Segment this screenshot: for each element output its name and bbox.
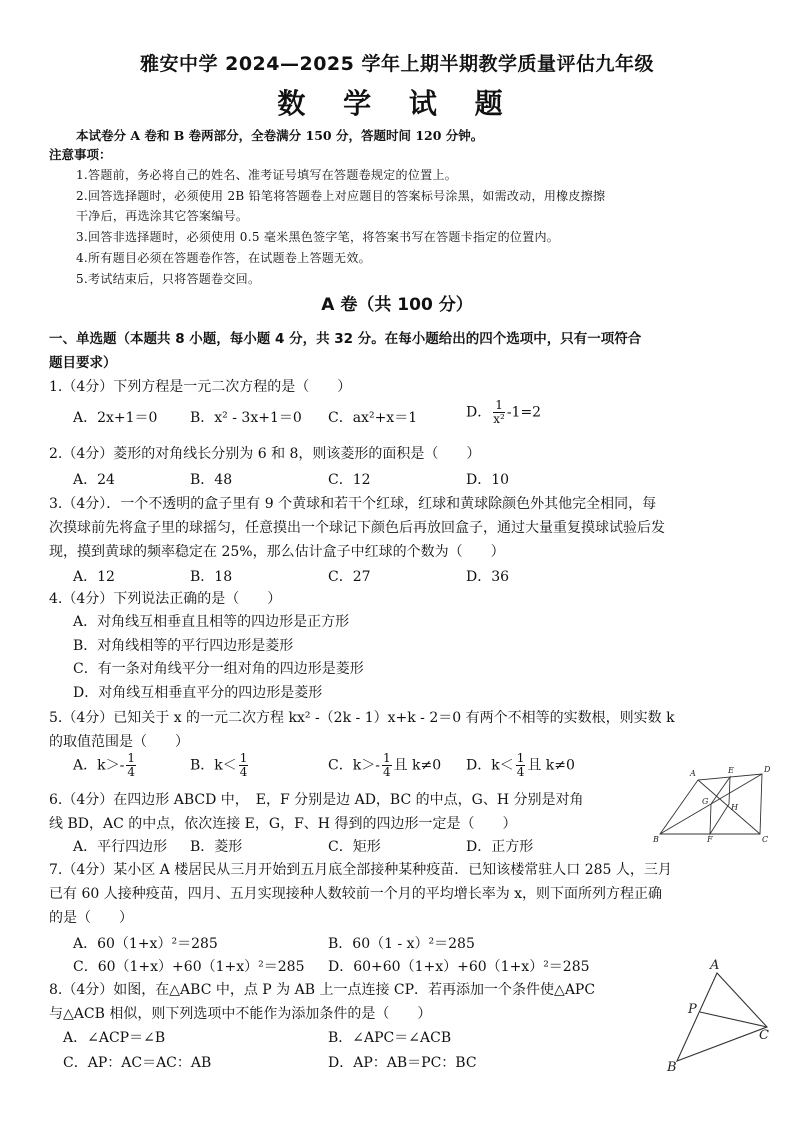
q7-option-a: A．60（1+x）²＝285 — [73, 936, 218, 952]
q1-option-c: C．ax²+x＝1 — [328, 410, 418, 426]
q4-stem: 4.（4分）下列说法正确的是（ ） — [49, 591, 282, 607]
q5-option-a — [73, 752, 138, 779]
fraction-numerator: 1 — [516, 751, 525, 765]
fraction-denominator: 4 — [516, 765, 525, 779]
q8-line1: 8.（4分）如图，在△ABC 中，点 P 为 AB 上一点连接 CP．若再添加一个条件使△APC — [49, 982, 596, 998]
fraction-denominator: 4 — [239, 765, 248, 779]
fig6-label-b: B — [653, 835, 659, 844]
q1-option-b: B．x² - 3x+1＝0 — [190, 410, 302, 426]
q2-option-d: D．10 — [466, 472, 510, 488]
q6-option-a: A．平行四边形 — [73, 839, 168, 855]
q8-option-b: B．∠APC＝∠ACB — [328, 1030, 452, 1046]
q4-option-a: A．对角线互相垂直且相等的四边形是正方形 — [73, 614, 350, 630]
exam-intro: 本试卷分 A 卷和 B 卷两部分，全卷满分 150 分，答题时间 120 分钟。 — [76, 128, 484, 143]
q5-option-b-fraction — [239, 752, 249, 779]
fraction-denominator: 4 — [127, 765, 135, 779]
q4-options — [73, 611, 364, 705]
note-2-cont: 干净后，再选涂其它答案编号。 — [76, 209, 249, 223]
q1-option-d — [466, 399, 541, 426]
fig8-label-b: B — [667, 1060, 677, 1075]
fig8-label-c: C — [759, 1028, 769, 1043]
q2-option-c: C．12 — [328, 472, 371, 488]
q5-option-c — [328, 752, 441, 779]
q4-option-c: C．有一条对角线平分一组对角的四边形是菱形 — [73, 661, 364, 677]
fig8-label-a: A — [710, 958, 720, 973]
q8-triangle-figure — [655, 955, 785, 1075]
q3-stem — [49, 492, 754, 564]
q5-option-d-fraction — [516, 752, 526, 779]
q3-line3: 现，摸到黄球的频率稳定在 25%，那么估计盒子中红球的个数为（ ） — [49, 544, 505, 560]
exam-title: 雅安中学 2024—2025 学年上期半期教学质量评估九年级 — [140, 53, 654, 75]
q7-option-d: D．60+60（1+x）+60（1+x）²＝285 — [328, 959, 590, 975]
q6-stem — [49, 788, 649, 836]
q5-option-c-fraction — [382, 752, 392, 779]
q1-option-a: A．2x+1＝0 — [73, 410, 158, 426]
fig6-label-h: H — [731, 803, 738, 812]
q2-option-b: B．48 — [190, 472, 233, 488]
diagonal-ac — [698, 780, 760, 834]
q2-option-a: A．24 — [73, 472, 115, 488]
q5-option-c-condition: 且 k≠0 — [393, 757, 442, 774]
q7-line2: 已有 60 人接种疫苗，四月、五月实现接种人数较前一个月的平均增长率为 x，则下面所列方程正确 — [49, 886, 663, 902]
q6-option-c: C．矩形 — [328, 839, 381, 855]
q3-option-a: A．12 — [73, 569, 115, 585]
fraction-numerator: 1 — [127, 751, 135, 765]
segment-cp — [700, 1012, 767, 1027]
q6-option-d: D．正方形 — [466, 839, 534, 855]
fig6-label-f: F — [707, 835, 713, 844]
q8-line2: 与△ACB 相似，则下列选项中不能作为添加条件的是（ ） — [49, 1006, 432, 1022]
q4-option-b: B．对角线相等的平行四边形是菱形 — [73, 637, 294, 654]
q1-option-d-fraction — [493, 399, 505, 426]
fraction-numerator: 1 — [495, 398, 503, 412]
q5-line1: 5.（4分）已知关于 x 的一元二次方程 kx² -（2k - 1）x+k - 2＝0 有两个不相等的实数根，则实数 k — [49, 710, 675, 726]
q3-option-c: C．27 — [328, 569, 371, 585]
q8-stem — [49, 978, 659, 1026]
q7-stem — [49, 858, 754, 930]
fig8-label-p: P — [688, 1002, 697, 1017]
q5-option-c-label: C．k＞- — [328, 757, 380, 774]
q5-option-b-label: B．k＜ — [190, 757, 237, 774]
q6-line1: 6.（4分）在四边形 ABCD 中， E，F 分别是边 AD，BC 的中点，G、H 分别是对角 — [49, 792, 584, 808]
q5-stem — [49, 706, 754, 754]
q3-option-d: D．36 — [466, 569, 510, 585]
q1-option-d-rest: -1=2 — [506, 404, 542, 421]
note-2: 2.回答选择题时，必须使用 2B 铅笔将答题卷上对应题目的答案标号涂黑，如需改动，用橡皮擦擦 — [76, 189, 606, 203]
q5-option-d-label: D．k＜ — [466, 757, 514, 774]
fig6-label-a: A — [690, 769, 696, 778]
subject-title: 数 学 试 题 — [277, 87, 517, 120]
note-1: 1.答题前，务必将自己的姓名、准考证号填写在答题卷规定的位置上。 — [76, 168, 458, 182]
q7-line1: 7.（4分）某小区 A 楼居民从三月开始到五月底全部接种某种疫苗．已知该楼常驻人口 285 人，三月 — [49, 862, 672, 878]
q1-stem: 1.（4分）下列方程是一元二次方程的是（ ） — [49, 379, 352, 395]
q4-option-d: D．对角线互相垂直平分的四边形是菱形 — [73, 684, 323, 701]
fraction-numerator: 1 — [239, 751, 248, 765]
fraction-numerator: 1 — [382, 751, 391, 765]
section-1-heading — [49, 327, 759, 375]
fig6-label-e: E — [728, 766, 734, 775]
section-1-line1: 一、单选题（本题共 8 小题，每小题 4 分，共 32 分。在每小题给出的四个选项中，只有一项符合 — [49, 331, 642, 347]
section-1-line2: 题目要求） — [49, 355, 117, 371]
fig6-label-d: D — [764, 765, 771, 774]
q6-quadrilateral-figure — [650, 762, 775, 844]
q3-option-b: B．18 — [190, 569, 233, 585]
q7-option-b: B．60（1 - x）²＝285 — [328, 936, 475, 952]
note-5: 5.考试结束后，只将答题卷交回。 — [76, 272, 261, 286]
fraction-denominator: 4 — [382, 765, 391, 779]
q1-option-d-label: D． — [466, 404, 492, 421]
q5-option-a-fraction — [126, 752, 136, 779]
notes-title: 注意事项： — [49, 147, 112, 162]
q5-option-d-condition: 且 k≠0 — [527, 757, 575, 774]
q6-option-b: B．菱形 — [190, 839, 243, 855]
q7-line3: 的是（ ） — [49, 910, 133, 926]
fig6-label-c: C — [762, 835, 769, 844]
q7-option-c: C．60（1+x）+60（1+x）²＝285 — [73, 959, 305, 975]
q3-line1: 3.（4分）．一个不透明的盒子里有 9 个黄球和若干个红球，红球和黄球除颜色外其他完全相同，每 — [49, 496, 657, 512]
q5-option-a-label: A．k＞- — [73, 757, 125, 774]
note-3: 3.回答非选择题时，必须使用 0.5 毫米黑色签字笔，将答案书写在答题卡指定的位置内。 — [76, 230, 560, 244]
q5-option-d — [466, 752, 575, 779]
q6-line2: 线 BD，AC 的中点，依次连接 E，G，F、H 得到的四边形一定是（ ） — [49, 816, 517, 832]
section-a-heading: A 卷（共 100 分） — [321, 295, 473, 315]
fig6-label-g: G — [702, 797, 709, 806]
q8-option-d: D．AP：AB＝PC：BC — [328, 1055, 477, 1071]
q5-line2: 的取值范围是（ ） — [49, 734, 189, 750]
q8-option-c: C．AP：AC＝AC：AB — [63, 1055, 212, 1071]
q5-option-b — [190, 752, 250, 779]
q8-option-a: A．∠ACP＝∠B — [63, 1030, 166, 1046]
q2-stem: 2.（4分）菱形的对角线长分别为 6 和 8，则该菱形的面积是（ ） — [49, 446, 481, 462]
note-4: 4.所有题目必须在答题卷作答，在试题卷上答题无效。 — [76, 251, 371, 265]
q3-line2: 次摸球前先将盒子里的球摇匀，任意摸出一个球记下颜色后再放回盒子，通过大量重复摸球试验后发 — [49, 520, 665, 536]
fraction-denominator: x² — [493, 412, 505, 426]
